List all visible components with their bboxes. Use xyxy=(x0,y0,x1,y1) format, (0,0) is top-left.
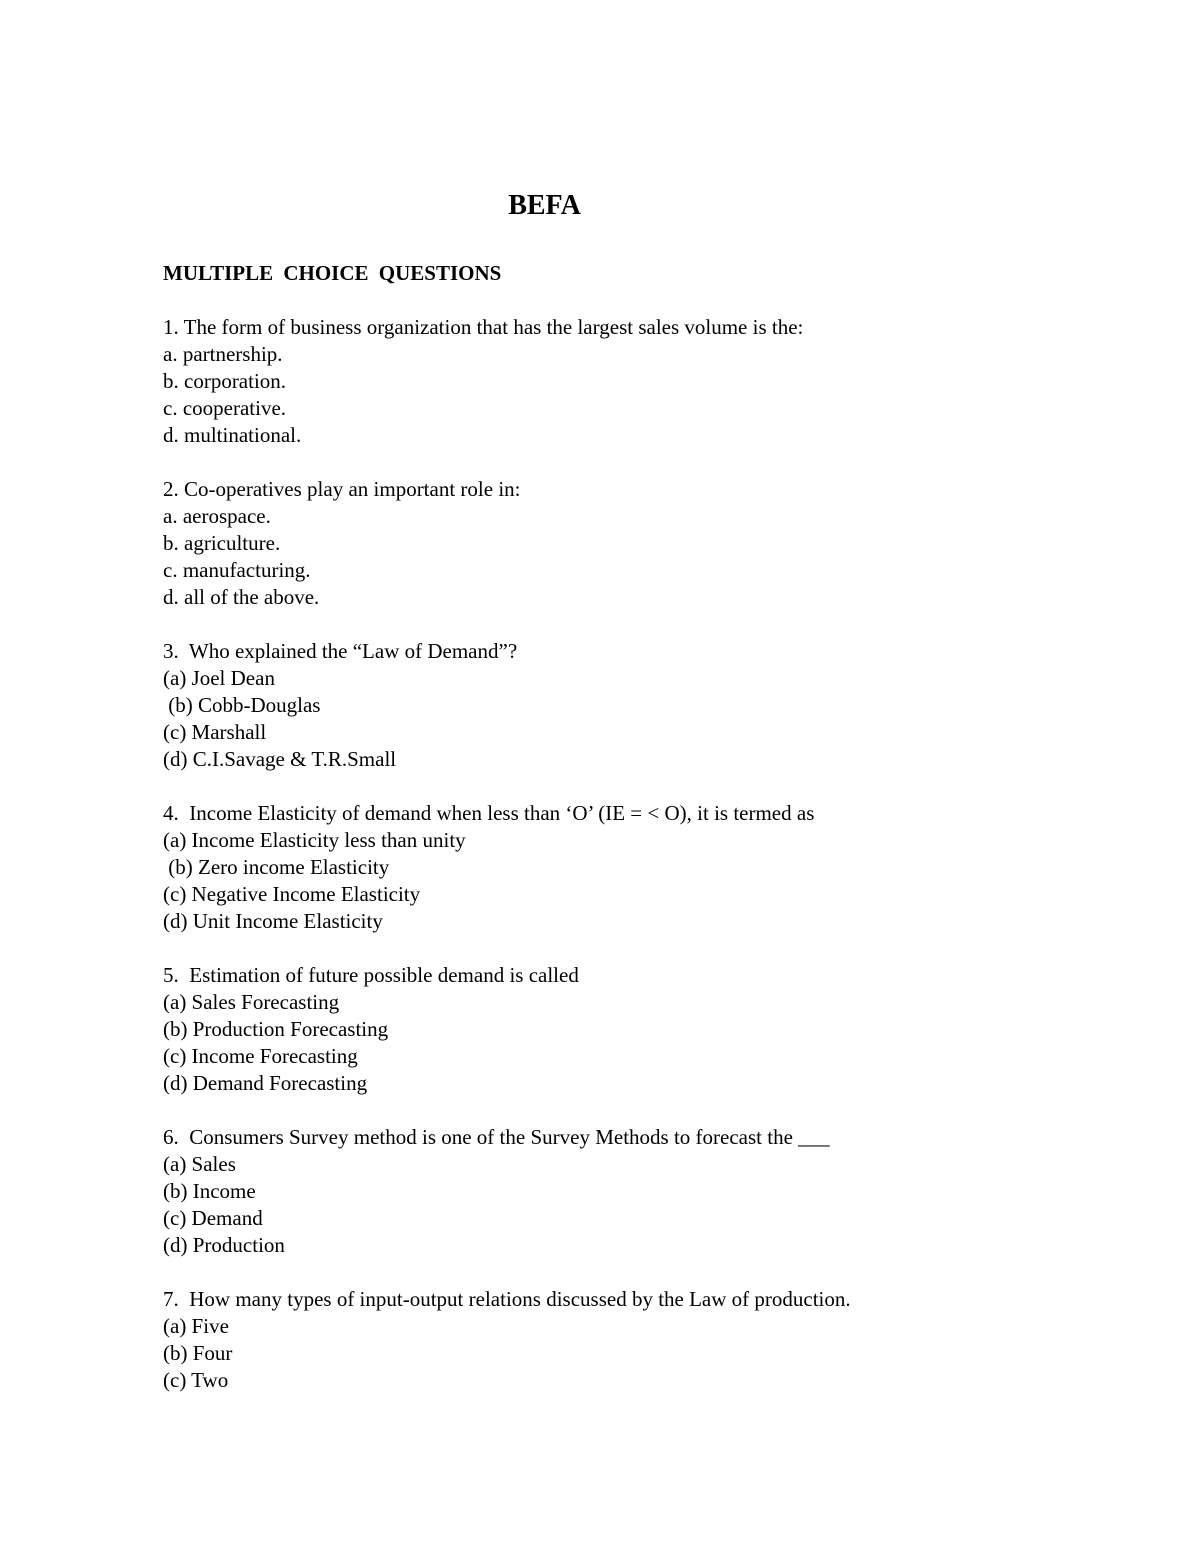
option-c: (c) Income Forecasting xyxy=(163,1044,358,1068)
option-c: (c) Demand xyxy=(163,1206,263,1230)
option-b: b. agriculture. xyxy=(163,531,281,555)
option-b: (b) Zero income Elasticity xyxy=(163,855,390,879)
option-c: c. manufacturing. xyxy=(163,558,311,582)
option-b: (b) Production Forecasting xyxy=(163,1017,389,1041)
question-6 xyxy=(163,1124,1063,1259)
option-b: b. corporation. xyxy=(163,369,287,393)
document-title: BEFA xyxy=(508,190,581,221)
option-a: (a) Five xyxy=(163,1314,229,1338)
option-d: (d) Production xyxy=(163,1233,285,1257)
option-d: d. all of the above. xyxy=(163,585,320,609)
option-a: (a) Joel Dean xyxy=(163,666,275,690)
question-7 xyxy=(163,1286,1063,1394)
question-text: 1. The form of business organization that has the largest sales volume is the: xyxy=(163,315,804,339)
option-b: (b) Cobb-Douglas xyxy=(163,693,321,717)
option-a: a. aerospace. xyxy=(163,504,271,528)
question-text: 3. Who explained the “Law of Demand”? xyxy=(163,639,518,663)
section-heading: MULTIPLE CHOICE QUESTIONS xyxy=(163,261,502,285)
question-list xyxy=(163,314,1063,1421)
question-text: 4. Income Elasticity of demand when less than ‘O’ (IE = < O), it is termed as xyxy=(163,801,815,825)
option-d: (d) Unit Income Elasticity xyxy=(163,909,383,933)
option-c: (c) Two xyxy=(163,1368,229,1392)
option-b: (b) Income xyxy=(163,1179,256,1203)
question-3 xyxy=(163,638,1063,773)
option-c: (c) Marshall xyxy=(163,720,267,744)
option-d: (d) Demand Forecasting xyxy=(163,1071,368,1095)
option-a: (a) Sales Forecasting xyxy=(163,990,340,1014)
option-c: c. cooperative. xyxy=(163,396,287,420)
question-5 xyxy=(163,962,1063,1097)
option-d: d. multinational. xyxy=(163,423,302,447)
option-c: (c) Negative Income Elasticity xyxy=(163,882,421,906)
option-a: a. partnership. xyxy=(163,342,283,366)
option-d: (d) C.I.Savage & T.R.Small xyxy=(163,747,397,771)
question-1 xyxy=(163,314,1063,449)
option-a: (a) Sales xyxy=(163,1152,236,1176)
question-text: 5. Estimation of future possible demand is called xyxy=(163,963,579,987)
question-text: 2. Co-operatives play an important role in: xyxy=(163,477,521,501)
question-2 xyxy=(163,476,1063,611)
question-4 xyxy=(163,800,1063,935)
option-a: (a) Income Elasticity less than unity xyxy=(163,828,466,852)
question-text: 6. Consumers Survey method is one of the Survey Methods to forecast the ___ xyxy=(163,1125,830,1149)
option-b: (b) Four xyxy=(163,1341,233,1365)
question-text: 7. How many types of input-output relations discussed by the Law of production. xyxy=(163,1287,851,1311)
